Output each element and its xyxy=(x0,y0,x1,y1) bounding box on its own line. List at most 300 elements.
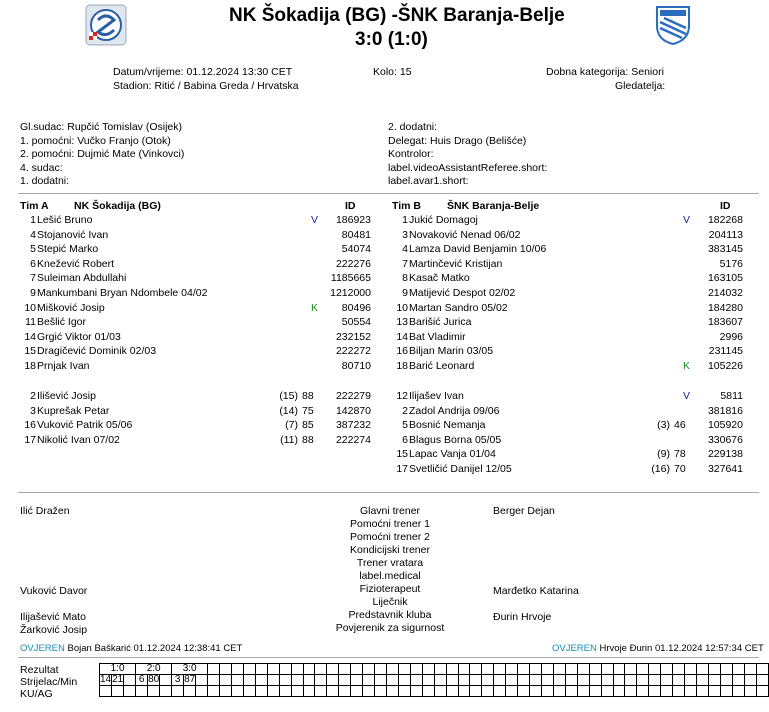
official-line: 2. dodatni: xyxy=(388,121,438,133)
grid-cell xyxy=(279,686,291,697)
player-id: 204113 xyxy=(708,228,743,241)
player-number: 1 xyxy=(402,214,408,226)
player-number: 4 xyxy=(402,243,408,256)
player-number: 18 xyxy=(396,360,408,372)
verified-status: OVJEREN xyxy=(20,643,65,654)
substitution-for: (14) xyxy=(279,404,298,417)
official-line: 4. sudac: xyxy=(20,161,63,174)
goal-minute: 21 xyxy=(112,674,124,685)
grid-cell xyxy=(315,675,327,686)
grid-cell xyxy=(625,686,637,697)
grid-cell xyxy=(339,686,351,697)
player-name: Prnjak Ivan xyxy=(37,360,90,372)
substitution-minute: 70 xyxy=(674,463,686,475)
substitution-for: (9) xyxy=(657,448,670,461)
player-name: Kasač Matko xyxy=(409,272,470,285)
grid-cell xyxy=(661,664,673,675)
grid-cell xyxy=(518,686,530,697)
grid-cell xyxy=(637,664,649,675)
player-name: Vuković Patrik 05/06 xyxy=(37,419,133,432)
grid-cell xyxy=(649,664,661,675)
grid-cell xyxy=(410,664,422,675)
goal-minute: 80 xyxy=(148,674,160,685)
player-number: 1 xyxy=(30,214,36,226)
grid-cell xyxy=(124,675,136,686)
official-line: 1. pomoćni: Vučko Franjo (Otok) xyxy=(20,134,171,147)
grid-cell xyxy=(255,675,267,686)
staff-role: Pomoćni trener 2 xyxy=(350,531,430,543)
grid-cell xyxy=(339,675,351,686)
grid-cell xyxy=(434,675,446,686)
grid-cell xyxy=(267,664,279,675)
substitution-for: (16) xyxy=(651,463,670,475)
player-id: 330676 xyxy=(707,433,743,446)
grid-cell xyxy=(685,664,697,675)
player-number: 16 xyxy=(24,419,36,432)
grid-cell xyxy=(530,675,542,686)
player-id: 229138 xyxy=(707,448,743,461)
grid-cell xyxy=(577,686,589,697)
official-line: 1. dodatni: xyxy=(20,175,70,187)
player-number: 2 xyxy=(402,404,408,417)
grid-cell xyxy=(196,675,208,686)
grid-cell xyxy=(553,686,565,697)
grid-cell xyxy=(351,686,363,697)
grid-cell xyxy=(553,664,565,675)
player-id: 231145 xyxy=(708,345,743,358)
grid-cell xyxy=(363,686,375,697)
grid-cell xyxy=(363,675,375,686)
player-name: Mankumbani Bryan Ndombele 04/02 xyxy=(37,287,208,299)
goals-grid xyxy=(99,663,769,697)
grid-cell xyxy=(613,664,625,675)
grid-cell xyxy=(553,675,565,686)
player-number: 9 xyxy=(402,287,408,299)
player-id: 383145 xyxy=(707,243,743,256)
grid-cell xyxy=(267,675,279,686)
grid-cell xyxy=(232,664,244,675)
grid-cell xyxy=(363,664,375,675)
player-number: 7 xyxy=(30,272,36,285)
player-id: 381816 xyxy=(707,404,743,417)
grid-cell xyxy=(434,686,446,697)
player-id: 50554 xyxy=(341,316,371,329)
team-a-physio: Vuković Davor xyxy=(20,585,88,597)
substitution-for: (11) xyxy=(280,433,298,446)
grid-cell xyxy=(184,686,196,697)
grid-cell xyxy=(661,675,673,686)
player-id: 2996 xyxy=(719,330,743,343)
grid-cell xyxy=(315,664,327,675)
goalkeeper-marker: V xyxy=(683,214,691,226)
match-stadium: Stadion: Ritić / Babina Greda / Hrvatska xyxy=(113,80,299,92)
player-name: Matijević Despot 02/02 xyxy=(409,287,516,299)
goals-label-ku-ag: KU/AG xyxy=(20,688,53,700)
grid-cell xyxy=(744,664,756,675)
grid-cell xyxy=(577,664,589,675)
grid-cell xyxy=(160,686,172,697)
player-number: 14 xyxy=(24,330,36,343)
team-a-id-header: ID xyxy=(345,200,356,212)
staff-role: Predstavnik kluba xyxy=(348,609,432,621)
grid-cell xyxy=(291,686,303,697)
grid-cell xyxy=(565,664,577,675)
grid-cell xyxy=(625,675,637,686)
grid-cell xyxy=(601,686,613,697)
grid-cell xyxy=(649,686,661,697)
match-round: Kolo: 15 xyxy=(373,66,412,78)
grid-cell xyxy=(375,686,387,697)
staff-role: Kondicijski trener xyxy=(350,544,430,556)
grid-cell xyxy=(744,686,756,697)
age-category: Dobna kategorija: Seniori xyxy=(546,66,664,78)
player-id: 163105 xyxy=(707,272,743,285)
player-name: Lamza David Benjamin 10/06 xyxy=(409,243,547,256)
grid-cell xyxy=(696,675,708,686)
player-id: 80496 xyxy=(341,301,371,314)
match-title: NK Šokadija (BG) -ŠNK Baranja-Belje xyxy=(229,5,565,26)
player-name: Barić Leonard xyxy=(409,360,475,372)
player-name: Grgić Viktor 01/03 xyxy=(37,330,121,343)
team-b-verification xyxy=(552,643,764,654)
player-name: Martinčević Kristijan xyxy=(409,257,503,270)
grid-cell xyxy=(625,664,637,675)
player-number: 11 xyxy=(25,316,36,329)
verified-status: OVJEREN xyxy=(552,643,597,654)
substitution-minute: 85 xyxy=(302,419,314,432)
player-name: Bosnić Nemanja xyxy=(409,419,486,432)
grid-cell xyxy=(422,664,434,675)
team-b-physio: Marđetko Katarina xyxy=(493,585,579,597)
player-id: 232152 xyxy=(335,330,371,343)
staff-roles xyxy=(310,505,470,635)
grid-cell xyxy=(685,686,697,697)
goalkeeper-marker: V xyxy=(683,390,691,402)
player-id: 5811 xyxy=(720,390,743,402)
staff-role: Liječnik xyxy=(372,596,408,608)
player-number: 4 xyxy=(30,228,36,241)
grid-cell xyxy=(232,686,244,697)
grid-cell xyxy=(649,675,661,686)
player-id: 387232 xyxy=(335,419,371,432)
team-a-name: NK Šokadija (BG) xyxy=(74,200,161,212)
player-id: 186923 xyxy=(335,214,371,226)
player-id: 105920 xyxy=(707,419,743,432)
player-id: 182268 xyxy=(707,214,743,226)
grid-cell xyxy=(756,664,768,675)
official-line: Kontrolor: xyxy=(388,148,434,160)
grid-cell xyxy=(398,675,410,686)
goal-minute: 87 xyxy=(184,674,196,685)
grid-cell xyxy=(458,675,470,686)
grid-cell xyxy=(291,664,303,675)
player-id: 1185665 xyxy=(330,272,371,285)
goal-scorer-number: 3 xyxy=(172,675,184,686)
goals-label-result: Rezultat xyxy=(20,664,59,676)
player-id: 80710 xyxy=(341,360,371,372)
team-a-label: Tim A xyxy=(20,200,49,212)
grid-cell xyxy=(243,664,255,675)
player-number: 18 xyxy=(24,360,36,372)
grid-cell xyxy=(458,686,470,697)
goal-result: 1:0 xyxy=(100,664,136,675)
player-number: 2 xyxy=(30,390,36,402)
grid-cell xyxy=(387,686,399,697)
officials-left xyxy=(20,121,184,189)
team-b-head-coach: Berger Dejan xyxy=(493,505,555,517)
grid-cell xyxy=(685,675,697,686)
substitution-minute: 88 xyxy=(302,390,314,402)
player-id: 222279 xyxy=(335,390,371,402)
grid-cell xyxy=(720,675,732,686)
goals-label-scorer: Strijelac/Min xyxy=(20,676,78,688)
grid-cell xyxy=(589,664,601,675)
player-number: 10 xyxy=(24,301,36,314)
staff-role: Povjerenik za sigurnost xyxy=(335,622,445,634)
grid-cell xyxy=(673,664,685,675)
grid-cell xyxy=(410,686,422,697)
player-name: Jukić Domagoj xyxy=(409,214,478,226)
grid-cell xyxy=(673,686,685,697)
team-a-security: Žarković Josip xyxy=(20,624,88,636)
grid-cell xyxy=(112,686,124,697)
grid-cell xyxy=(530,664,542,675)
player-id: 183607 xyxy=(707,316,743,329)
grid-cell xyxy=(696,686,708,697)
divider xyxy=(18,492,759,493)
grid-cell xyxy=(398,664,410,675)
grid-cell xyxy=(291,675,303,686)
player-id: 184280 xyxy=(707,301,743,314)
grid-cell xyxy=(267,686,279,697)
player-name: Svetličić Danijel 12/05 xyxy=(409,463,512,475)
grid-cell xyxy=(255,664,267,675)
player-number: 13 xyxy=(396,316,408,329)
captain-marker: K xyxy=(683,360,691,372)
grid-cell xyxy=(482,686,494,697)
grid-cell xyxy=(732,675,744,686)
player-name: Lešić Bruno xyxy=(37,214,93,226)
goal-result: 3:0 xyxy=(172,664,208,675)
grid-cell xyxy=(220,686,232,697)
player-name: Barišić Jurica xyxy=(409,316,472,329)
team-b-label: Tim B xyxy=(392,200,421,212)
player-name: Novaković Nenad 06/02 xyxy=(409,228,521,241)
player-name: Biljan Marin 03/05 xyxy=(409,345,494,358)
grid-cell xyxy=(744,675,756,686)
player-name: Zadol Andrija 09/06 xyxy=(409,404,500,417)
player-name: Nikolić Ivan 07/02 xyxy=(37,433,120,446)
divider xyxy=(18,193,759,194)
player-id: 105226 xyxy=(707,360,743,372)
player-number: 17 xyxy=(24,433,36,446)
grid-cell xyxy=(708,664,720,675)
player-id: 222272 xyxy=(335,345,371,358)
grid-cell xyxy=(732,664,744,675)
player-name: Blagus Borna 05/05 xyxy=(409,433,502,446)
grid-cell xyxy=(506,686,518,697)
player-name: Mišković Josip xyxy=(37,301,105,314)
player-number: 3 xyxy=(402,228,408,241)
grid-cell xyxy=(100,686,112,697)
grid-cell xyxy=(458,664,470,675)
player-number: 16 xyxy=(396,345,408,358)
player-number: 15 xyxy=(396,448,408,461)
player-name: Martan Sandro 05/02 xyxy=(409,301,508,314)
grid-cell xyxy=(541,686,553,697)
grid-cell xyxy=(220,675,232,686)
grid-cell xyxy=(613,686,625,697)
substitution-minute: 75 xyxy=(302,404,314,417)
grid-cell xyxy=(470,664,482,675)
grid-cell xyxy=(196,686,208,697)
match-score: 3:0 (1:0) xyxy=(355,29,428,50)
grid-cell xyxy=(208,675,220,686)
grid-cell xyxy=(327,686,339,697)
grid-cell xyxy=(720,664,732,675)
snk-baranja-belje-logo xyxy=(654,4,692,46)
grid-cell xyxy=(482,675,494,686)
player-number: 3 xyxy=(30,404,36,417)
grid-cell xyxy=(327,664,339,675)
grid-cell xyxy=(398,686,410,697)
grid-cell xyxy=(613,675,625,686)
goal-scorer-number: 6 xyxy=(136,675,148,686)
grid-cell xyxy=(518,664,530,675)
official-line: Gl.sudac: Rupčić Tomislav (Osijek) xyxy=(20,121,183,133)
grid-cell xyxy=(661,686,673,697)
grid-cell xyxy=(541,675,553,686)
grid-cell xyxy=(279,664,291,675)
grid-cell xyxy=(327,675,339,686)
grid-cell xyxy=(518,675,530,686)
player-number: 5 xyxy=(30,243,36,256)
officials-right xyxy=(388,121,547,189)
player-number: 12 xyxy=(396,390,408,402)
team-b-name: ŠNK Baranja-Belje xyxy=(447,200,540,212)
player-name: Dragičević Dominik 02/03 xyxy=(37,345,157,358)
player-number: 10 xyxy=(396,301,408,314)
divider xyxy=(18,657,759,658)
official-line: Delegat: Huis Drago (Belišće) xyxy=(388,134,527,147)
substitution-for: (7) xyxy=(285,419,298,432)
staff-role: Fizioterapeut xyxy=(359,583,421,595)
team-b-representative: Đurin Hrvoje xyxy=(493,611,552,623)
team-a-head-coach: Ilić Dražen xyxy=(20,505,70,517)
grid-cell xyxy=(494,686,506,697)
grid-cell xyxy=(303,664,315,675)
grid-cell xyxy=(422,675,434,686)
staff-role: Glavni trener xyxy=(359,505,421,517)
grid-cell xyxy=(243,675,255,686)
grid-cell xyxy=(315,686,327,697)
goalkeeper-marker: V xyxy=(311,214,319,226)
player-name: Stepić Marko xyxy=(37,243,99,256)
grid-cell xyxy=(410,675,422,686)
verified-by: Bojan Baškarić 01.12.2024 12:38:41 CET xyxy=(67,643,243,654)
grid-cell xyxy=(470,675,482,686)
team-a-representative: Ilijašević Mato xyxy=(20,611,86,623)
grid-cell xyxy=(422,686,434,697)
player-id: 222276 xyxy=(335,257,371,270)
grid-cell xyxy=(124,686,136,697)
grid-cell xyxy=(589,686,601,697)
player-name: Bat Vladimir xyxy=(409,330,466,343)
player-id: 80481 xyxy=(341,228,371,241)
grid-cell xyxy=(255,686,267,697)
grid-cell xyxy=(577,675,589,686)
substitution-minute: 78 xyxy=(674,448,686,461)
substitution-minute: 46 xyxy=(674,419,686,432)
player-number: 7 xyxy=(402,257,408,270)
player-name: Bešlić Igor xyxy=(37,316,87,329)
player-number: 6 xyxy=(402,433,408,446)
grid-cell xyxy=(589,675,601,686)
player-number: 9 xyxy=(30,287,36,299)
grid-cell xyxy=(387,664,399,675)
grid-cell xyxy=(220,664,232,675)
player-name: Suleiman Abdullahi xyxy=(37,272,127,285)
grid-cell xyxy=(446,686,458,697)
captain-marker: K xyxy=(311,301,319,314)
grid-cell xyxy=(160,675,172,686)
player-number: 5 xyxy=(402,419,408,432)
grid-cell xyxy=(720,686,732,697)
grid-cell xyxy=(637,675,649,686)
grid-cell xyxy=(303,675,315,686)
grid-cell xyxy=(446,664,458,675)
grid-cell xyxy=(351,675,363,686)
grid-cell xyxy=(506,664,518,675)
goals-labels xyxy=(20,664,77,700)
grid-cell xyxy=(339,664,351,675)
grid-cell xyxy=(494,664,506,675)
player-number: 15 xyxy=(24,345,36,358)
grid-cell xyxy=(387,675,399,686)
team-b-id-header: ID xyxy=(720,200,731,212)
grid-cell xyxy=(303,686,315,697)
grid-cell xyxy=(279,675,291,686)
grid-cell xyxy=(232,675,244,686)
substitution-for: (3) xyxy=(657,419,670,432)
grid-cell xyxy=(601,675,613,686)
player-id: 142870 xyxy=(335,404,371,417)
player-name: Lapac Vanja 01/04 xyxy=(409,448,496,461)
player-number: 8 xyxy=(402,272,408,285)
spectators: Gledatelja: xyxy=(615,80,666,92)
player-id: 54074 xyxy=(341,243,371,256)
goal-scorer-number: 14 xyxy=(100,674,112,685)
grid-cell xyxy=(708,675,720,686)
staff-role: Trener vratara xyxy=(356,557,424,569)
grid-cell xyxy=(601,664,613,675)
player-id: 222274 xyxy=(335,433,371,446)
player-id: 1212000 xyxy=(330,287,371,299)
player-id: 5176 xyxy=(719,257,743,270)
official-line: label.videoAssistantReferee.short: xyxy=(388,161,548,174)
grid-cell xyxy=(446,675,458,686)
grid-cell xyxy=(494,675,506,686)
grid-cell xyxy=(482,664,494,675)
grid-cell xyxy=(541,664,553,675)
grid-cell xyxy=(708,686,720,697)
grid-cell xyxy=(148,686,160,697)
grid-cell xyxy=(172,686,184,697)
grid-cell xyxy=(732,686,744,697)
verified-by: Hrvoje Đurin 01.12.2024 12:57:34 CET xyxy=(599,643,764,654)
player-id: 214032 xyxy=(707,287,743,299)
grid-cell xyxy=(434,664,446,675)
